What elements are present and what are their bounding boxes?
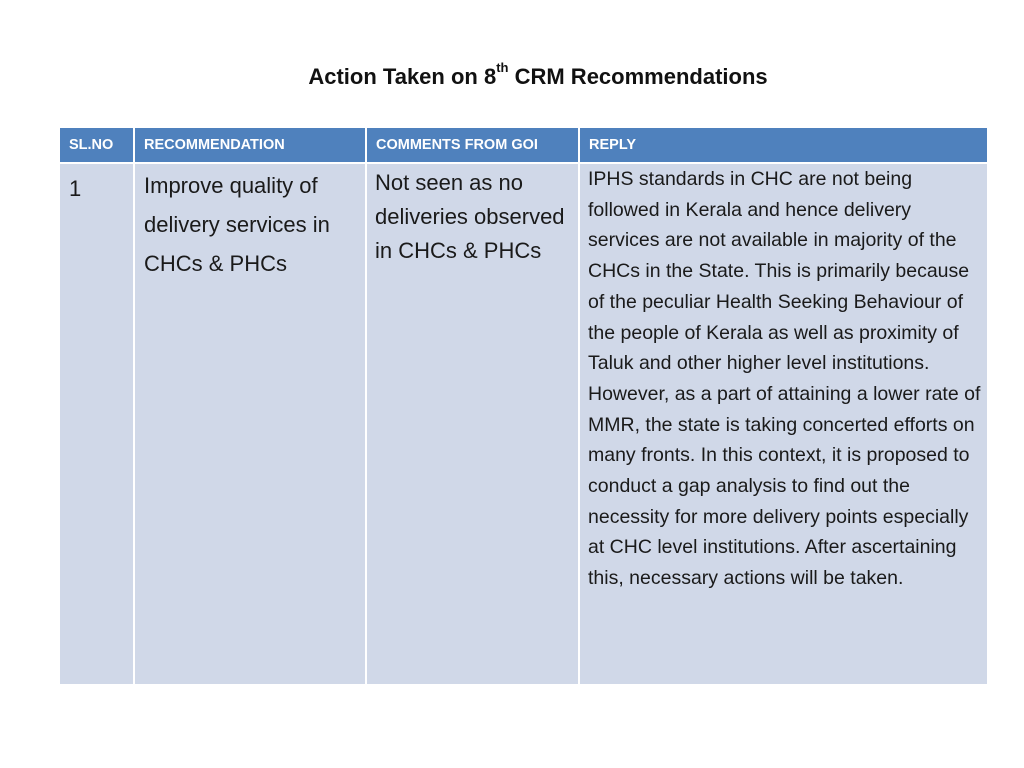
recommendations-table bbox=[60, 128, 987, 684]
cell-reply bbox=[579, 163, 987, 684]
title-prefix: Action Taken on 8 bbox=[308, 64, 497, 89]
comments-text: Not seen as no deliveries observed in CHCs & PHCs bbox=[375, 170, 565, 263]
title-superscript: th bbox=[496, 60, 509, 75]
reply-text: IPHS standards in CHC are not being followed in Kerala and hence delivery services are not available in majority of the CHCs in the State. This is primarily because of the peculiar Health Seeking Behaviour of the people of Kerala as well as proximity of Taluk and other higher level institutions. However, as a part of attaining a lower rate of MMR, the state is taking concerted efforts on many fronts. In this context, it is proposed to conduct a gap analysis to find out the necessity for more delivery points especially at CHC level institutions. After ascertaining this, necessary actions will be taken. bbox=[588, 168, 981, 590]
header-reply: REPLY bbox=[579, 128, 987, 163]
sl-no-text: 1 bbox=[69, 176, 82, 201]
title-suffix: CRM Recommendations bbox=[508, 64, 768, 89]
table-header-row bbox=[60, 128, 987, 163]
header-sl-no: SL.NO bbox=[60, 128, 134, 163]
cell-sl-no bbox=[60, 163, 134, 684]
recommendation-text: Improve quality of delivery services in CHCs & PHCs bbox=[144, 173, 330, 276]
table-row bbox=[60, 163, 987, 684]
recommendations-table-container bbox=[60, 128, 987, 684]
header-recommendation: RECOMMENDATION bbox=[134, 128, 366, 163]
page-title bbox=[0, 60, 1024, 90]
cell-comments bbox=[366, 163, 579, 684]
header-comments: COMMENTS FROM GOI bbox=[366, 128, 579, 163]
cell-recommendation bbox=[134, 163, 366, 684]
